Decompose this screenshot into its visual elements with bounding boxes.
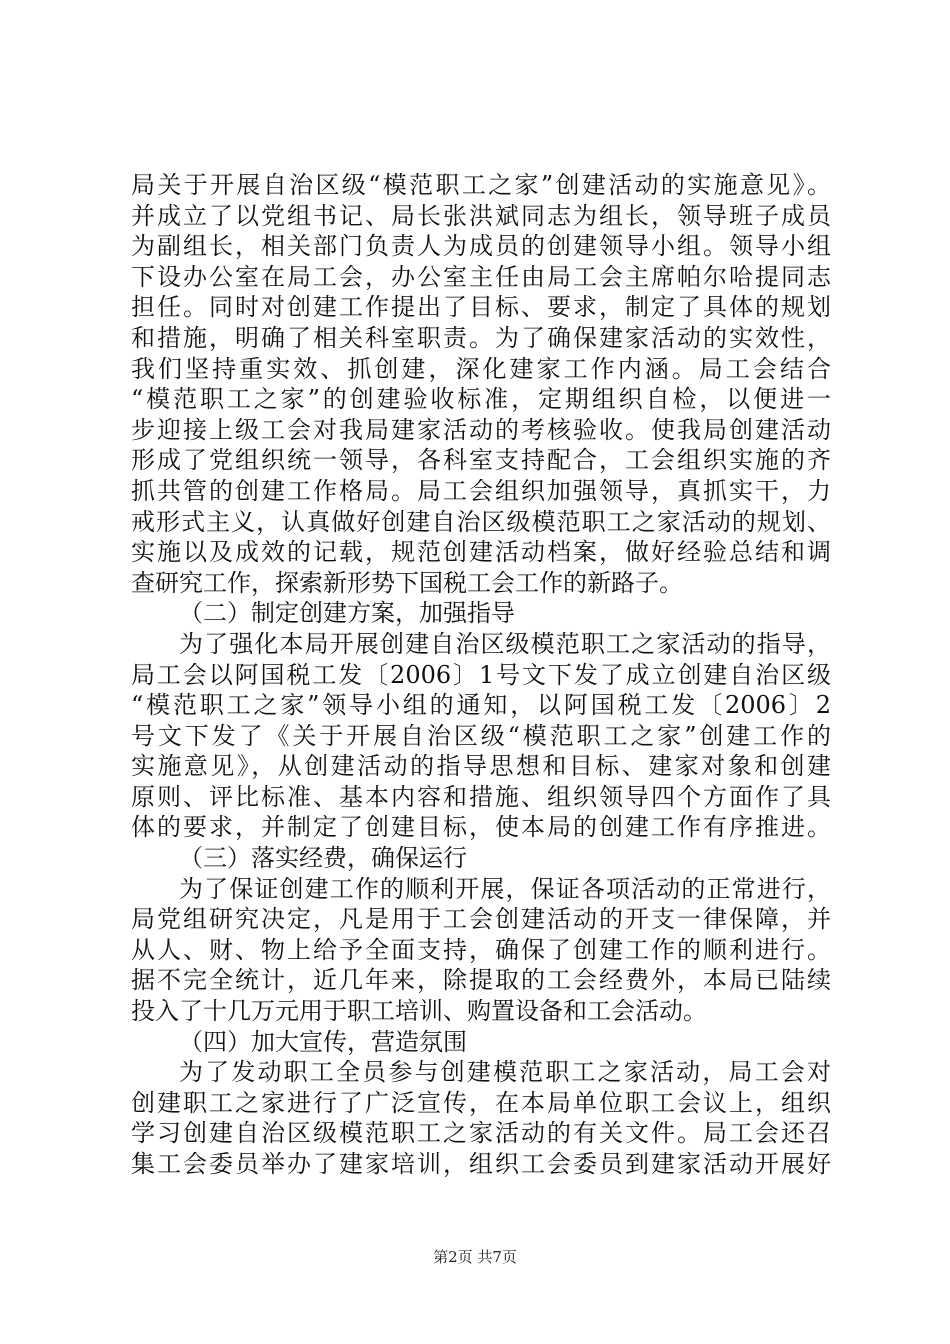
section-heading xyxy=(131,843,831,874)
text-line: 体的要求，并制定了创建目标，使本局的创建工作有序推进。 xyxy=(131,813,831,842)
text-line: 为副组长，相关部门负责人为成员的创建领导小组。领导小组 xyxy=(131,232,831,261)
text-line: 局党组研究决定，凡是用于工会创建活动的开支一律保障，并 xyxy=(131,905,831,934)
text-line: 为了保证创建工作的顺利开展，保证各项活动的正常进行， xyxy=(179,874,831,903)
text-line: 担任。同时对创建工作提出了目标、要求，制定了具体的规划 xyxy=(131,293,831,322)
section-heading xyxy=(131,598,831,629)
text-line: 步迎接上级工会对我局建家活动的考核验收。使我局创建活动 xyxy=(131,415,831,444)
text-line: 并成立了以党组书记、局长张洪斌同志为组长，领导班子成员 xyxy=(131,201,831,230)
page-number: 第2页 共7页 xyxy=(433,1248,517,1266)
paragraph xyxy=(131,629,831,843)
paragraph xyxy=(131,1057,831,1179)
text-line: 集工会委员举办了建家培训，组织工会委员到建家活动开展好 xyxy=(131,1150,831,1178)
section-heading-text: （二）制定创建方案，加强指导 xyxy=(179,599,515,628)
text-line: 为了强化本局开展创建自治区级模范职工之家活动的指导， xyxy=(179,629,831,658)
text-line: 原则、评比标准、基本内容和措施、组织领导四个方面作了具 xyxy=(131,782,831,811)
text-line: 投入了十几万元用于职工培训、购置设备和工会活动。 xyxy=(131,997,707,1026)
text-line: 抓共管的创建工作格局。局工会组织加强领导，真抓实干，力 xyxy=(131,476,831,505)
text-line: 为了发动职工全员参与创建模范职工之家活动，局工会对 xyxy=(179,1058,831,1087)
section-heading-text: （三）落实经费，确保运行 xyxy=(179,844,467,873)
text-line: 据不完全统计，近几年来，除提取的工会经费外，本局已陆续 xyxy=(131,966,831,995)
text-line: 查研究工作，探索新形势下国税工会工作的新路子。 xyxy=(131,568,683,597)
text-line: “模范职工之家”的创建验收标准，定期组织自检，以便进一 xyxy=(131,385,831,414)
text-line: 实施意见》，从创建活动的指导思想和目标、建家对象和创建 xyxy=(131,752,831,781)
text-line: 和措施，明确了相关科室职责。为了确保建家活动的实效性， xyxy=(131,323,831,352)
text-line: 创建职工之家进行了广泛宣传，在本局单位职工会议上，组织 xyxy=(131,1088,831,1117)
paragraph xyxy=(131,170,831,598)
text-line: 形成了党组织统一领导，各科室支持配合，工会组织实施的齐 xyxy=(131,446,831,475)
text-line: 我们坚持重实效、抓创建，深化建家工作内涵。局工会结合 xyxy=(131,354,831,383)
page-footer xyxy=(0,1246,950,1267)
section-heading xyxy=(131,1027,831,1058)
text-line: 局关于开展自治区级“模范职工之家”创建活动的实施意见》。 xyxy=(131,171,831,199)
text-line: 戒形式主义，认真做好创建自治区级模范职工之家活动的规划、 xyxy=(131,507,831,536)
text-line: 实施以及成效的记载，规范创建活动档案，做好经验总结和调 xyxy=(131,538,831,567)
text-line: 局工会以阿国税工发〔2006〕1号文下发了成立创建自治区级 xyxy=(131,660,831,689)
text-line: 下设办公室在局工会，办公室主任由局工会主席帕尔哈提同志 xyxy=(131,262,831,291)
text-line: 学习创建自治区级模范职工之家活动的有关文件。局工会还召 xyxy=(131,1119,831,1148)
text-line: 从人、财、物上给予全面支持，确保了创建工作的顺利进行。 xyxy=(131,935,831,964)
paragraph xyxy=(131,874,831,1027)
document-body xyxy=(131,170,831,1180)
text-line: “模范职工之家”领导小组的通知，以阿国税工发〔2006〕2 xyxy=(131,691,831,720)
text-line: 号文下发了《关于开展自治区级“模范职工之家”创建工作的 xyxy=(131,721,831,750)
section-heading-text: （四）加大宣传，营造氛围 xyxy=(179,1027,467,1056)
